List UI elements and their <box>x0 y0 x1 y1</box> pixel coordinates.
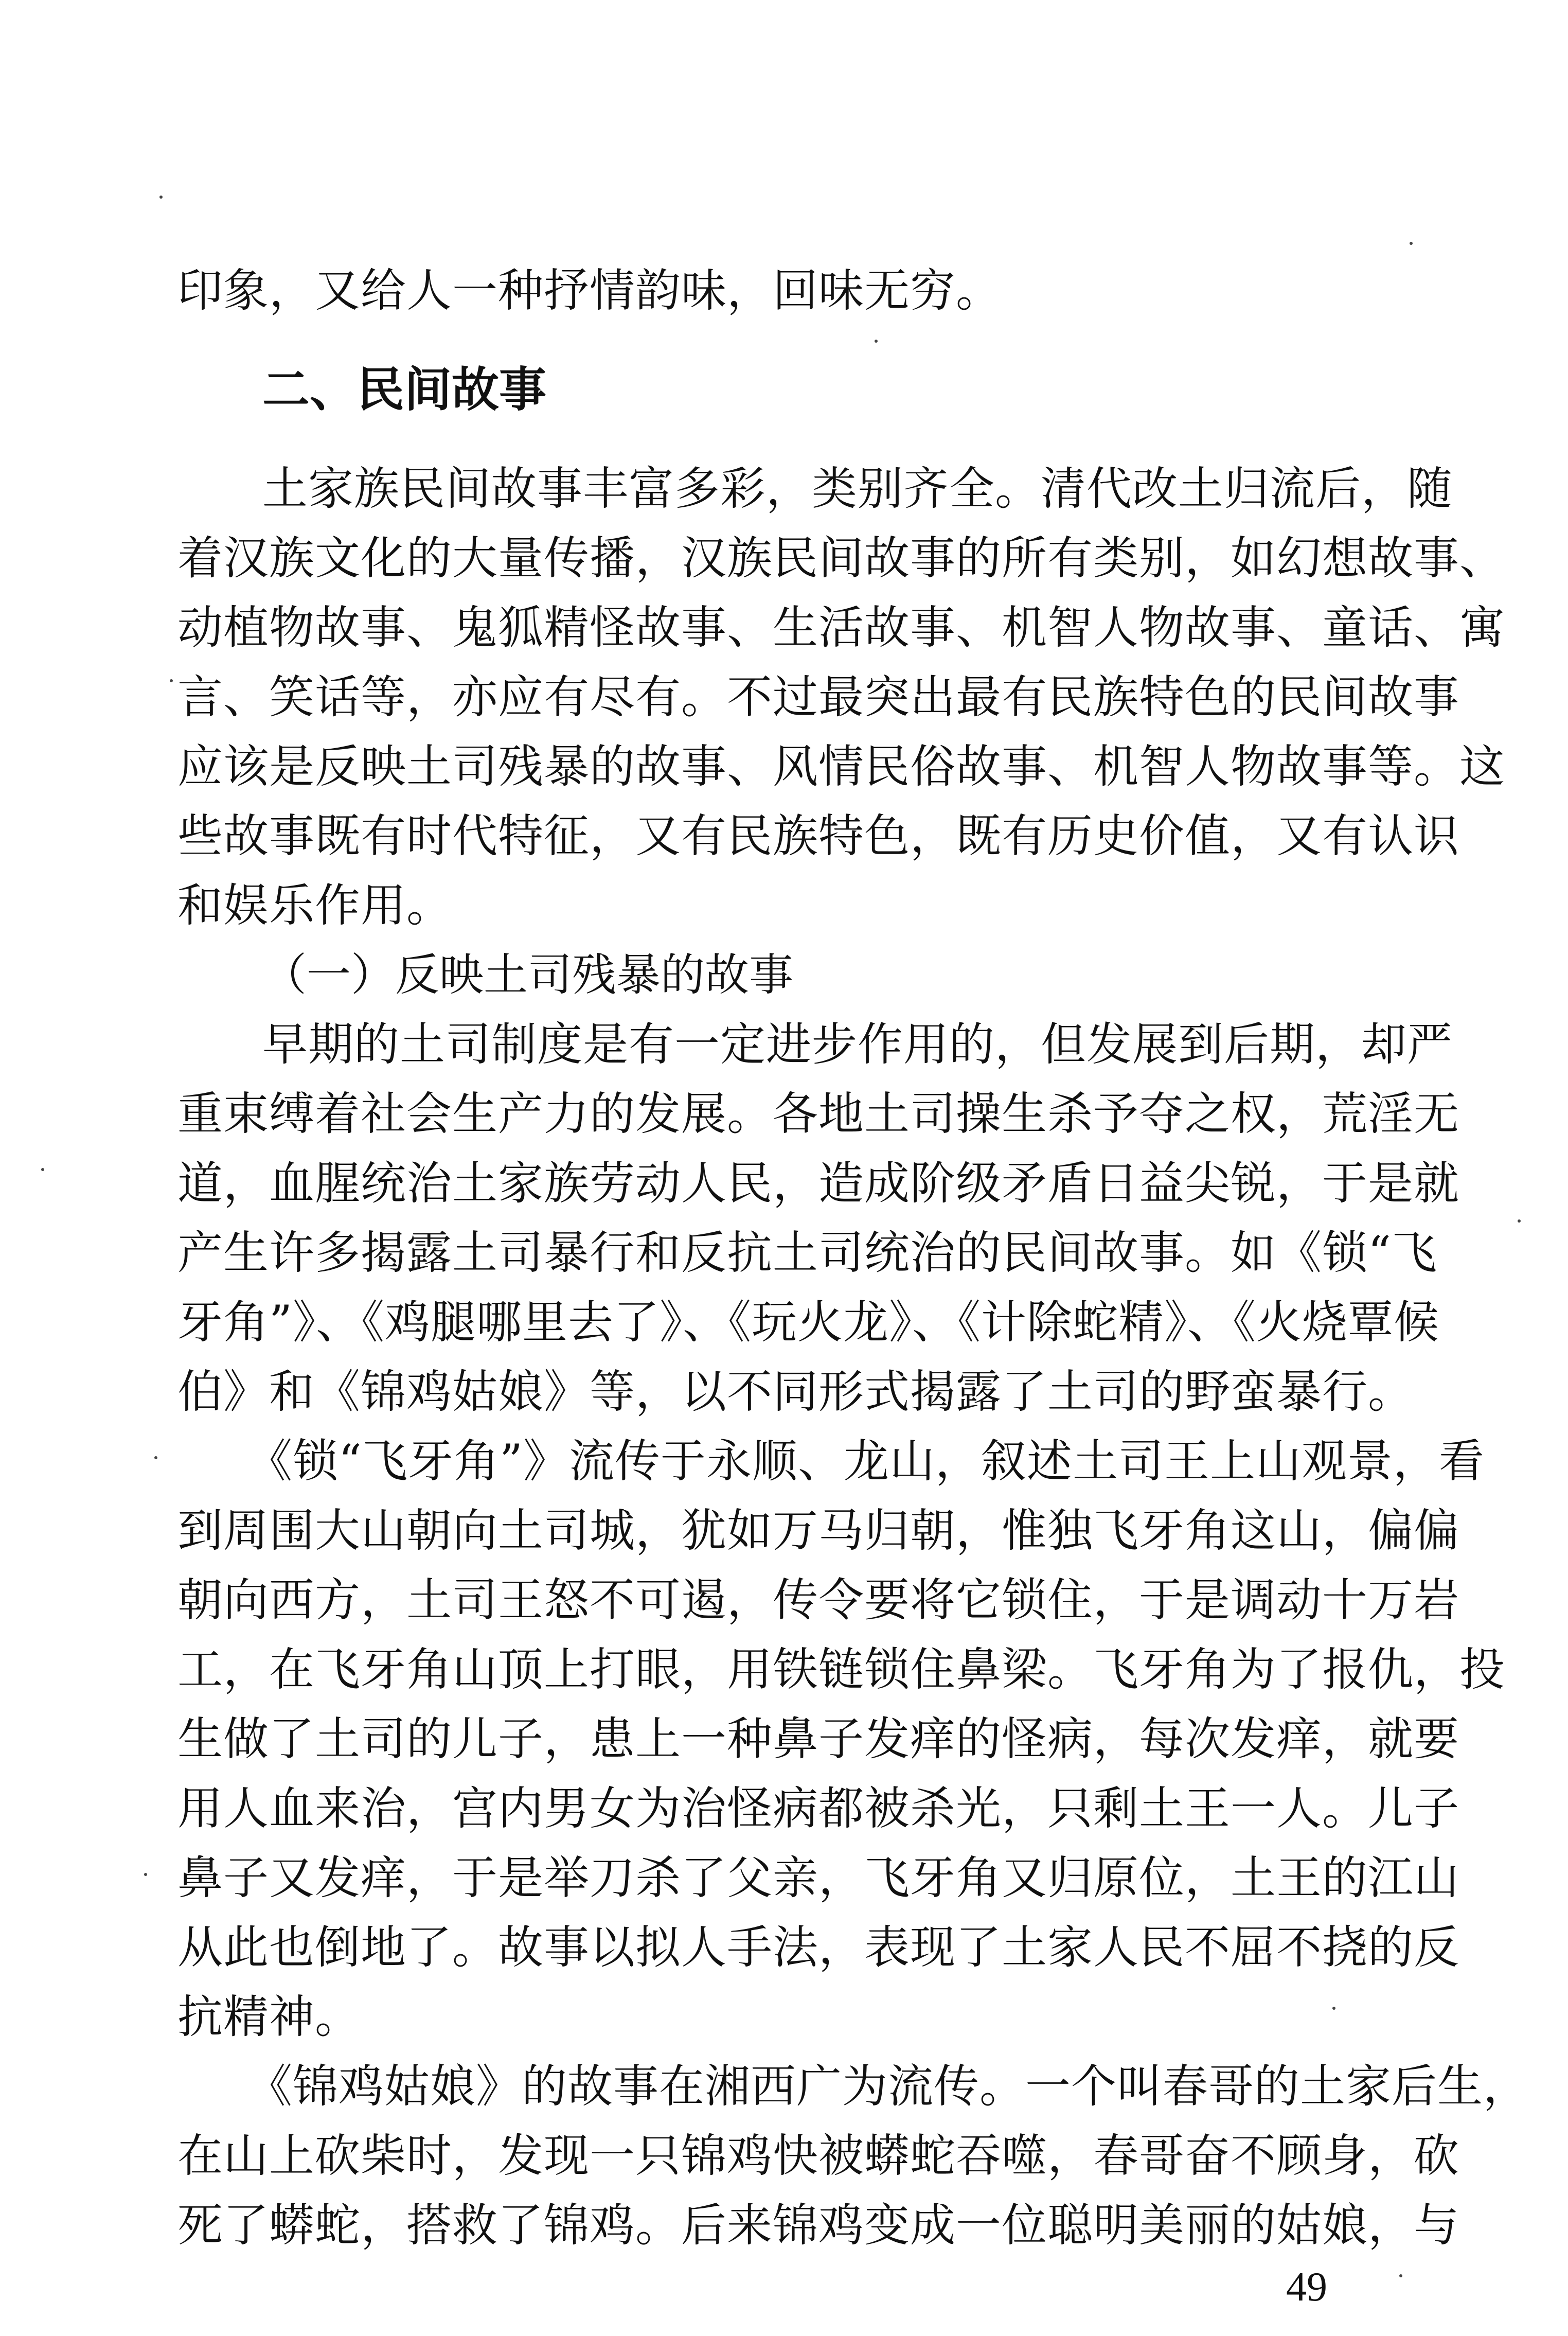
subsection-heading: （一）反映土司残暴的故事 <box>262 949 793 1001</box>
text-line: 动植物故事、鬼狐精怪故事、生活故事、机智人物故事、童话、寓 <box>177 601 1506 654</box>
text-line: 伯》和《锦鸡姑娘》等，以不同形式揭露了土司的野蛮暴行。 <box>177 1365 1414 1418</box>
text-line: 重束缚着社会生产力的发展。各地土司操生杀予夺之权，荒淫无 <box>177 1087 1460 1140</box>
text-line: 土家族民间故事丰富多彩，类别齐全。清代改土归流后，随 <box>262 462 1453 515</box>
scan-speck <box>1399 2274 1402 2277</box>
text-line: 着汉族文化的大量传播，汉族民间故事的所有类别，如幻想故事、 <box>177 532 1506 585</box>
scan-speck <box>1410 242 1413 245</box>
scan-speck <box>144 1873 147 1876</box>
scan-speck <box>170 679 173 682</box>
text-line: 印象，又给人一种抒情韵味，回味无穷。 <box>177 264 1002 317</box>
scan-speck <box>154 1456 157 1459</box>
text-line: 生做了土司的儿子，患上一种鼻子发痒的怪病，每次发痒，就要 <box>177 1712 1460 1765</box>
text-line: 到周围大山朝向土司城，犹如万马归朝，惟独飞牙角这山，偏偏 <box>177 1504 1460 1557</box>
text-line: 牙角”》、《鸡腿哪里去了》、《玩火龙》、《计除蛇精》、《火烧覃候 <box>177 1296 1439 1349</box>
scan-speck <box>875 340 878 343</box>
text-line: 应该是反映土司残暴的故事、风情民俗故事、机智人物故事等。这 <box>177 740 1506 793</box>
text-line: 用人血来治，宫内男女为治怪病都被杀光，只剩土王一人。儿子 <box>177 1782 1460 1835</box>
text-line: 些故事既有时代特征，又有民族特色，既有历史价值，又有认识 <box>177 809 1460 862</box>
scan-speck <box>1518 1219 1521 1223</box>
text-line: 道，血腥统治土家族劳动人民，造成阶级矛盾日益尖锐，于是就 <box>177 1157 1460 1210</box>
scan-speck <box>1332 2007 1335 2010</box>
text-line: 抗精神。 <box>177 1990 361 2043</box>
text-line: 《锦鸡姑娘》的故事在湘西广为流传。一个叫春哥的土家后生， <box>247 2060 1529 2113</box>
text-line: 和娱乐作用。 <box>177 879 453 932</box>
text-line: 朝向西方，土司王怒不可遏，传令要将它锁住，于是调动十万岩 <box>177 1573 1460 1626</box>
text-line: 死了蟒蛇，搭救了锦鸡。后来锦鸡变成一位聪明美丽的姑娘，与 <box>177 2199 1460 2252</box>
text-line: 言、笑话等，亦应有尽有。不过最突出最有民族特色的民间故事 <box>177 670 1460 723</box>
section-heading: 二、民间故事 <box>262 362 547 417</box>
scan-speck <box>41 1168 44 1171</box>
text-line: 产生许多揭露土司暴行和反抗土司统治的民间故事。如《锁“飞 <box>177 1226 1437 1279</box>
text-line: 从此也倒地了。故事以拟人手法，表现了土家人民不屈不挠的反 <box>177 1921 1460 1974</box>
scan-speck <box>159 196 163 199</box>
text-line: 工，在飞牙角山顶上打眼，用铁链锁住鼻梁。飞牙角为了报仇，投 <box>177 1643 1506 1696</box>
text-line: 早期的土司制度是有一定进步作用的，但发展到后期，却严 <box>262 1018 1453 1071</box>
text-line: 鼻子又发痒，于是举刀杀了父亲，飞牙角又归原位，土王的江山 <box>177 1851 1460 1904</box>
text-line: 在山上砍柴时，发现一只锦鸡快被蟒蛇吞噬，春哥奋不顾身，砍 <box>177 2129 1460 2182</box>
text-line: 《锁“飞牙角”》流传于永顺、龙山，叙述土司王上山观景，看 <box>247 1435 1485 1488</box>
page-number: 49 <box>1286 2264 1327 2310</box>
